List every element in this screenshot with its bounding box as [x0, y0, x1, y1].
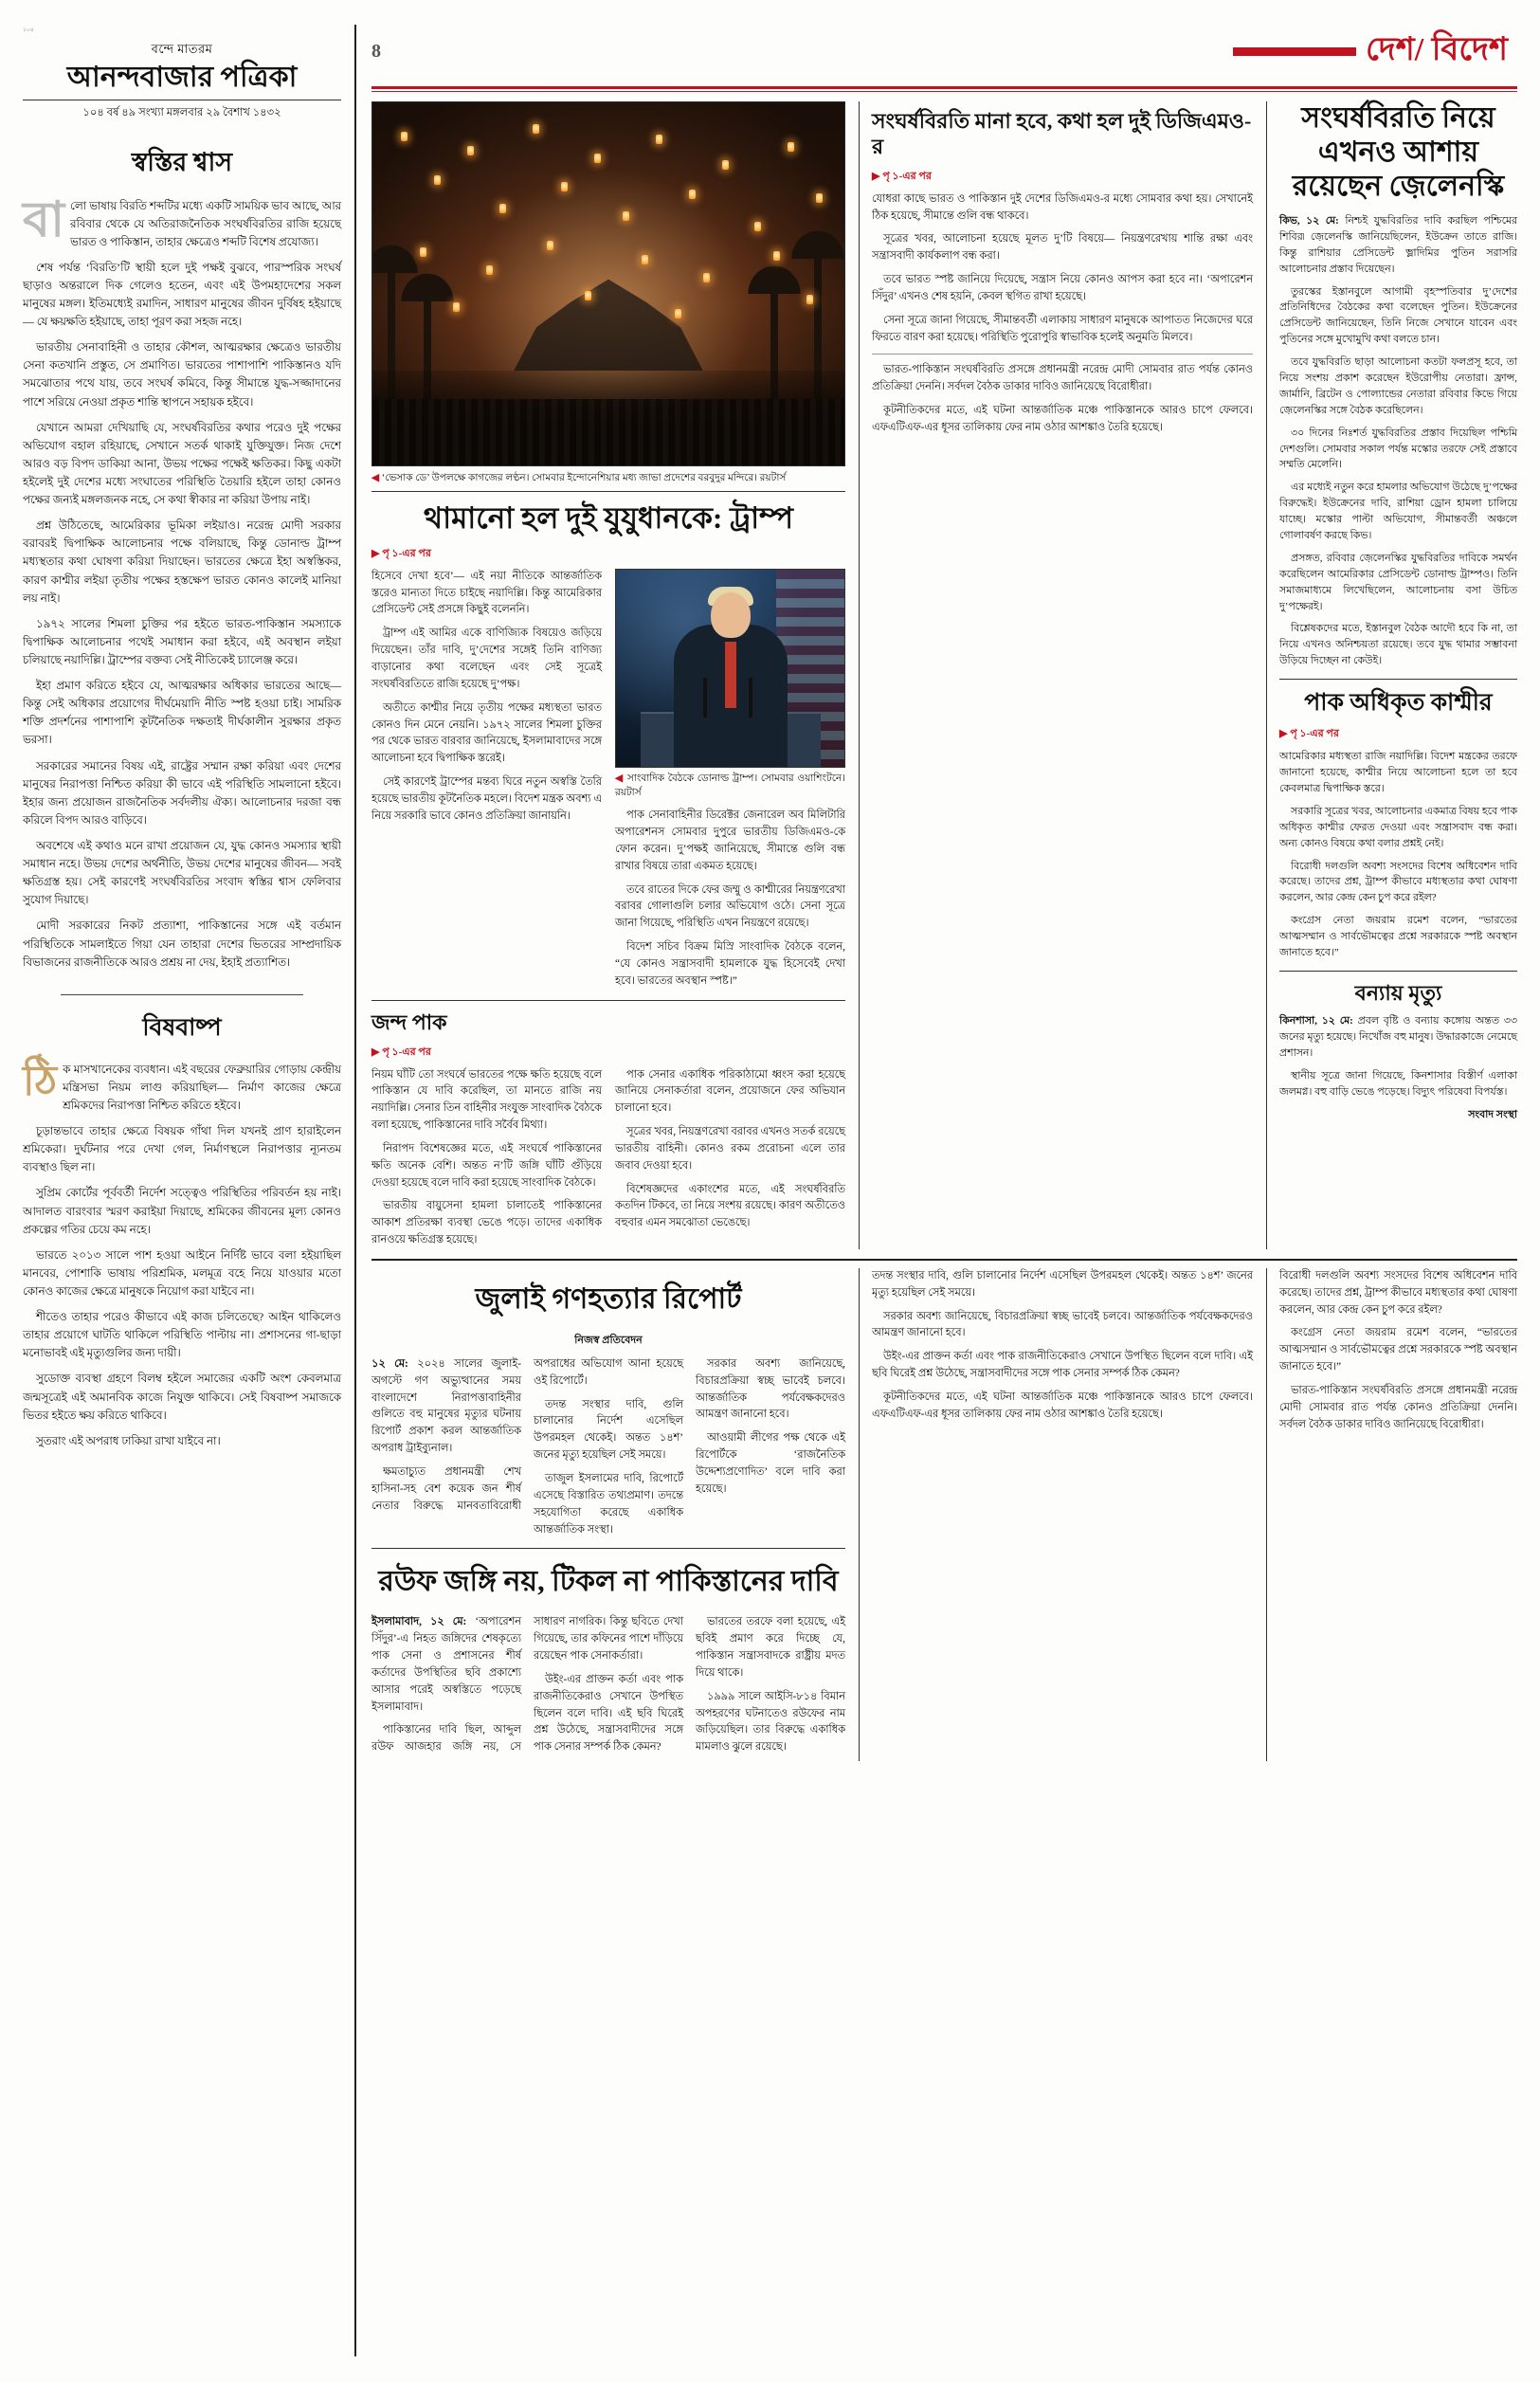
jumpline-jakpak: ▶ পৃ ১-এর পর	[371, 1046, 431, 1058]
divider	[1279, 971, 1517, 972]
story-dgmo-body	[872, 191, 1253, 347]
story-paragraph: হিসেবে দেখা হবে’— এই নয়া নীতিকে আন্তর্জাতিক স্তরেও মান্যতা দিতে চাইছে নয়াদিল্লি। কিন্তু আমেরিকার প্রেসিডেন্ট সেই প্রসঙ্গে কিছুই বলেননি।	[371, 570, 602, 616]
story-dgmo-continued	[872, 362, 1253, 436]
story-paragraph: নিশ্চই যুদ্ধবিরতির দাবি করছিল পশ্চিমের শিবির৷ জ়েলেনস্কি জানিয়েছিলেন, ইউক্রেন তাতে রাজি। কিন্তু রাশিয়ার প্রেসিডেন্ট ভ্লাদিমির পুতিন সরাসরি আলোচনার প্রস্তাব দিয়েছেন।	[1279, 215, 1517, 275]
divider	[371, 1548, 845, 1549]
editorial-paragraph: অবশেষে এই কথাও মনে রাখা প্রয়োজন যে, যুদ্ধ কোনও সমস্যার স্থায়ী সমাধান নহে। উভয় দেশের অর্থনীতি, উভয় দেশের মানুষের জীবন— সবই ক্ষতিগ্রস্ত হয়। সেই কারণেই সংঘর্ষবিরতির সংবাদ স্বস্তির শ্বাস ফেলিবার সুযোগ দিয়াছে।	[23, 839, 341, 907]
lead-photo-caption	[371, 471, 845, 492]
editorial2-dropcap: ঠি	[23, 1057, 58, 1104]
jumpline-pok: ▶ পৃ ১-এর পর	[1279, 728, 1339, 740]
story-paragraph: তদন্ত সংস্থার দাবি, গুলি চালানোর নির্দেশ এসেছিল উপরমহল থেকেই। অন্তত ১৪শ’ জনের মৃত্যু হয়েছিল সেই সময়ে।	[872, 1269, 1253, 1299]
jumpline-dgmo: ▶ পৃ ১-এর পর	[872, 170, 932, 182]
story-paragraph: ২০২৪ সালের জুলাই-অগস্টে গণ অভ্যুত্থানের সময় বাংলাদেশে নিরাপত্তাবাহিনীর গুলিতে বহু মানুষের মৃত্যুর ঘটনায় রিপোর্ট প্রকাশ করল আন্তর্জাতিক অপরাধ ট্রাইব্যুনাল।	[371, 1357, 521, 1455]
story-credit: সংবাদ সংস্থা	[1468, 1108, 1517, 1120]
story-paragraph: কূটনীতিকদের মতে, এই ঘটনা আন্তর্জাতিক মঞ্চে পাকিস্তানকে আরও চাপে ফেলবে। এফএটিএফ-এর ধূসর তালিকায় ফের নাম ওঠার আশঙ্কাও তৈরি হয়েছে।	[872, 1391, 1253, 1420]
masthead-issue-line: ১০৪ বর্ষ ৪৯ সংখ্যা মঙ্গলবার ২৯ বৈশাখ ১৪৩২	[82, 106, 281, 118]
editorial2-body	[23, 1057, 341, 1458]
lead-photo-block	[371, 101, 845, 492]
story-paragraph: সরকার অবশ্য জানিয়েছে, বিচারপ্রক্রিয়া স্বচ্ছ ভাবেই চলবে। আন্তর্জাতিক পর্যবেক্ষকদেরও আমন্ত্রণ জানানো হবে।	[872, 1310, 1253, 1339]
dateline-zelensky: কিভ, ১২ মে:	[1279, 215, 1339, 227]
story-paragraph: পাকিস্তানের দাবি ছিল, আব্দুল রউফ আজহার জঙ্গি নয়, সে সাধারণ নাগরিক। কিন্তু ছবিতে দেখা গিয়েছে, তার কফিনের পাশে দাঁড়িয়ে রয়েছেন পাক সেনাকর্তারা।	[371, 1616, 683, 1754]
story-paragraph: তবে রাতের দিকে ফের জম্মু ও কাশ্মীরের নিয়ন্ত্রণরেখা বরাবর গোলাগুলি চলার অভিযোগ ওঠে। সেনা সূত্রে জানা গিয়েছে, পরিস্থিতি এখন নিয়ন্ত্রণে রয়েছে।	[615, 883, 845, 930]
story-paragraph: অতীতে কাশ্মীর নিয়ে তৃতীয় পক্ষের মধ্যস্থতা ভারত কোনও দিন মেনে নেয়নি। ১৯৭২ সালের শিমলা চুক্তির পর থেকে ভারত বারবার জানিয়েছে, ইসলামাবাদের সঙ্গে আলোচনা হবে দ্বিপাক্ষিক স্তরেই।	[371, 701, 602, 765]
story-paragraph: কংগ্রেস নেতা জয়রাম রমেশ বলেন, “ভারতের আত্মসম্মান ও সার্বভৌমত্বের প্রশ্নে সরকারকে স্পষ্ট অবস্থান জানাতে হবে।”	[1279, 1327, 1517, 1373]
editorial2-paragraph: সুডোক্ত ব্যবস্থা গ্রহণে বিলম্ব হইলে সমাজের একটি অংশ কেবলমাত্র জন্মসূত্রেই এই অমানবিক কাজে নিযুক্ত থাকিবে। সেই বিষবাষ্প সমাজকে ভিতর হইতে ক্ষয় করিতে থাকিবে।	[23, 1372, 341, 1422]
col-mid-main	[859, 101, 1253, 1249]
section-title: দেশ/ বিদেশ	[1365, 32, 1508, 67]
editorial-paragraph: লো ভাষায় বিরতি শব্দটির মধ্যে একটি সাময়িক ভাব আছে, আর রবিবার থেকে যে অতিরাজনৈতিক সংঘর্ষবিরতির রাজি হয়েছে ভারত ও পাকিস্তান, তাহার ক্ষেত্রেও শব্দটি বিশেষ প্রযোজ্য।	[70, 198, 341, 248]
story-paragraph: সেনা সূত্রে জানা গিয়েছে, সীমান্তবর্তী এলাকায় সাধারণ মানুষকে আপাতত নিজেদের ঘরে ফিরতে বারণ করা হয়েছে। পরিস্থিতি পুরোপুরি স্বাভাবিক হলেই অনুমতি মিলবে।	[872, 314, 1253, 343]
masthead	[23, 25, 341, 122]
story-paragraph: আমেরিকার মধ্যস্থতা রাজি নয়াদিল্লি। বিদেশ মন্ত্রকের তরফে জানানো হয়েছে, কাশ্মীর নিয়ে আলোচনা হলে তা হবে কেবলমাত্র দ্বিপাক্ষিক স্তরে।	[1279, 751, 1517, 794]
story-flood-body	[1279, 1013, 1517, 1122]
col-july	[371, 1268, 845, 1761]
header-rule	[371, 86, 1517, 89]
section-accent-bar	[1233, 47, 1356, 56]
bottom-grid	[371, 1268, 1517, 1761]
dateline-rauf: ইসলামাবাদ, ১২ মে:	[371, 1616, 467, 1628]
editorial-paragraph: ভারতীয় সেনাবাহিনী ও তাহার কৌশল, আত্মরক্ষার ক্ষেত্রেও ভারতীয় সেনা কতখানি প্রস্তুত, সে প্রমাণিত। ভারতের পাশাপাশি পাকিস্তানও যদি সমঝোতার পথে যায়, তবে সংঘর্ষ কমিবে, কিন্তু সীমান্তে যুদ্ধ-সজ্জাদানের পাশে সরিয়ে নেওয়া প্রকৃত শান্তি স্থাপনে সহায়ক হইবে।	[23, 340, 341, 409]
story-paragraph: ভারতের তরফে বলা হয়েছে, এই ছবিই প্রমাণ করে দিচ্ছে যে, পাকিস্তান সন্ত্রাসবাদকে রাষ্ট্রীয় মদত দিয়ে থাকে।	[696, 1616, 845, 1679]
story-paragraph: ভারতীয় বায়ুসেনা হামলা চালাতেই পাকিস্তানের আকাশ প্রতিরক্ষা ব্যবস্থা ভেঙে পড়ে। তাদের একাধিক রানওয়ে ক্ষতিগ্রস্ত হয়েছে।	[371, 1200, 602, 1246]
editorial2-paragraph: ক মাসখানেকের ব্যবধান। এই বছরের ফেব্রুয়ারির গোড়ায় কেন্দ্রীয় মন্ত্রিসভা নিয়ম লাগু করিয়াছিল— নির্মাণ কাজের ক্ষেত্রে শ্রমিকদের নিরাপত্তা নিশ্চিত করিতে হইবে।	[63, 1062, 341, 1112]
byline-july	[371, 1332, 845, 1350]
caption-marker: ◀	[371, 473, 380, 483]
story-paragraph: ১৯৯৯ সালে আইসি-৮১৪ বিমান অপহরণের ঘটনাতেও রউফের নাম জড়িয়েছিল। তার বিরুদ্ধে একাধিক মামলাও ঝুলে রয়েছে।	[696, 1690, 845, 1754]
story-paragraph: নিরাপদ বিশেষজ্ঞের মতে, এই সংঘর্ষে পাকিস্তানের ক্ষতি অনেক বেশি। অন্তত ন’টি জঙ্গি ঘাঁটি গুঁড়িয়ে দেওয়া হয়েছে বলে দাবি করা হয়েছে সাংবাদিক বৈঠকে।	[371, 1142, 602, 1189]
story-paragraph: উইং-এর প্রাক্তন কর্তা এবং পাক রাজনীতিকেরাও সেখানে উপস্থিত ছিলেন বলে দাবি। এই ছবি ঘিরেই প্রশ্ন উঠেছে, সন্ত্রাসবাদীদের সঙ্গে পাক সেনার সম্পর্ক ঠিক কেমন?	[872, 1351, 1253, 1380]
story-paragraph: সূত্রের খবর, আলোচনা হয়েছে মূলত দু’টি বিষয়ে— নিয়ন্ত্রণরেখায় শান্তি রক্ষা এবং সন্ত্রাসবাদী কার্যকলাপ বন্ধ করা।	[872, 233, 1253, 263]
story-paragraph: সেই কারণেই ট্রাম্পের মন্তব্য ঘিরে নতুন অস্বস্তি তৈরি হয়েছে ভারতীয় কূটনৈতিক মহলে। বিদেশ মন্ত্রক অবশ্য এ নিয়ে সরকারি ভাবে কোনও প্রতিক্রিয়া জানায়নি।	[371, 776, 602, 822]
story-paragraph: বিরোধী দলগুলি অবশ্য সংসদের বিশেষ অধিবেশন দাবি করেছে। তাদের প্রশ্ন, ট্রাম্প কীভাবে মধ্যস্থতার কথা ঘোষণা করলেন, আর কেন্দ্র কেন চুপ করে রইল?	[1279, 860, 1517, 904]
trump-photo-caption	[615, 772, 845, 800]
story-paragraph: তাজুল ইসলামের দাবি, রিপোর্টে এসেছে বিস্তারিত তথ্যপ্রমাণ। তদন্তে সহযোগিতা করেছে একাধিক আন্তর্জাতিক সংস্থা।	[534, 1473, 683, 1536]
divider	[1279, 679, 1517, 680]
story-pok-overflow	[1279, 1268, 1517, 1434]
story-paragraph: তদন্ত সংস্থার দাবি, গুলি চালানোর নির্দেশ এসেছিল উপরমহল থেকেই। অন্তত ১৪শ’ জনের মৃত্যু হয়েছিল সেই সময়ে।	[534, 1398, 683, 1462]
headline-flood: বন্যায় মৃত্যু	[1354, 980, 1442, 1005]
caption-text: সাংবাদিক বৈঠকে ডোনাল্ড ট্রাম্প। সোমবার ওয়াশিংটনে। রয়টার্স	[615, 773, 845, 799]
story-paragraph: তবে যুদ্ধবিরতি ছাড়া আলোচনা কতটা ফলপ্রসূ হবে, তা নিয়ে সংশয় প্রকাশ করেছেন ইউরোপীয় নেতারা। ফ্রান্স, জার্মানি, ব্রিটেন ও পোল্যান্ডের নেতারা রবিবার কিভে গিয়ে জ়েলেনস্কির সঙ্গে বৈঠক করেছিলেন।	[1279, 356, 1517, 416]
story-paragraph: কংগ্রেস নেতা জয়রাম রমেশ বলেন, “ভারতের আত্মসম্মান ও সার্বভৌমত্বের প্রশ্নে সরকারকে স্পষ্ট অবস্থান জানাতে হবে।”	[1279, 915, 1517, 958]
story-paragraph: প্রবল বৃষ্টি ও বন্যায় কঙ্গোয় অন্তত ৩৩ জনের মৃত্যু হয়েছে। নিখোঁজ বহু মানুষ। উদ্ধারকাজে নেমেছে প্রশাসন।	[1279, 1015, 1517, 1060]
editorial2-paragraph: সুপ্রিম কোর্টের পূর্ববর্তী নির্দেশ সত্ত্বেও পরিস্থিতির পরিবর্তন হয় নাই। আদালত বারংবার স্মরণ করাইয়া দিয়াছে, শ্রমিকের জীবনের মূল্য কোনও প্রকল্পের গতির চেয়ে কম নহে।	[23, 1186, 341, 1236]
story-paragraph: স্থানীয় সূত্রে জানা গিয়েছে, কিনশাসার বিস্তীর্ণ এলাকা জলমগ্ন। বহু বাড়ি ভেঙে পড়েছে। বিদ্যুৎ পরিষেবা বিপর্যস্ত।	[1279, 1069, 1517, 1098]
bottom-divider	[371, 1259, 1517, 1261]
story-paragraph: বিরোধী দলগুলি অবশ্য সংসদের বিশেষ অধিবেশন দাবি করেছে। তাদের প্রশ্ন, ট্রাম্প কীভাবে মধ্যস্থতার কথা ঘোষণা করলেন, আর কেন্দ্র কেন চুপ করে রইল?	[1279, 1269, 1517, 1316]
story-paragraph: তুরস্কের ইস্তানবুলে আগামী বৃহস্পতিবার দু’দেশের প্রতিনিধিদের বৈঠকের কথা বলেছেন পুতিন। ইউক্রেনের প্রেসিডেন্ট জানিয়েছেন, তিনি নিজে সেখানে যাবেন এবং পুতিনের সঙ্গে মুখোমুখি কথা বলতে চান।	[1279, 285, 1517, 346]
story-paragraph: পাক সেনাবাহিনীর ডিরেক্টর জেনারেল অব মিলিটারি অপারেশনস সোমবার দুপুরে ভারতীয় ডিজিএমও-কে ফোন করেন। দু’পক্ষই জানিয়েছে, সীমান্তে গুলি বন্ধ রাখার বিষয়ে তারা একমত হয়েছে।	[615, 809, 845, 872]
story-paragraph: বিশ্লেষকদের মতে, ইস্তানবুল বৈঠক আদৌ হবে কি না, তা নিয়ে এখনও অনিশ্চয়তা রয়েছে। তবে যুদ্ধ থামার সম্ভাবনা উড়িয়ে দিচ্ছেন না কেউই।	[1279, 623, 1517, 667]
story-trump-body	[371, 569, 845, 991]
story-pok-body	[1279, 749, 1517, 961]
divider	[371, 1000, 845, 1001]
masthead-logo: আনন্দবাজার পত্রিকা	[66, 62, 298, 93]
story-paragraph: তবে ভারত স্পষ্ট জানিয়ে দিয়েছে, সন্ত্রাস নিয়ে কোনও আপস করা হবে না। ‘অপারেশন সিঁদুর’ এখনও শেষ হয়নি, কেবল স্থগিত রাখা হয়েছে।	[872, 274, 1253, 302]
headline-pok: পাক অধিকৃত কাশ্মীর	[1304, 690, 1493, 717]
editorial2-title: বিষবাষ্প	[142, 1014, 222, 1041]
page-number: 8	[371, 41, 381, 62]
story-paragraph: সরকারি সূত্রের খবর, আলোচনার একমাত্র বিষয় হবে পাক অধিকৃত কাশ্মীর ফেরত দেওয়া এবং সন্ত্রাসবাদ বন্ধ করা। অন্য কোনও বিষয়ে কথা বলার প্রশ্নই নেই।	[1279, 805, 1517, 849]
editorial-paragraph: প্রশ্ন উঠিতেছে, আমেরিকার ভূমিকা লইয়াও। নরেন্দ্র মোদী সরকার বরাবরই দ্বিপাক্ষিক আলোচনার পক্ষে বলিয়াছে, কিন্তু ডোনাল্ড ট্রাম্প মধ্যস্থতার কথা ঘোষণা করিয়া দিয়াছেন। ভারতের ক্ষেত্রে ইহা অস্বস্তিকর, কারণ কাশ্মীর লইয়া তৃতীয় পক্ষের হস্তক্ষেপ ভারত কোনও কালেই মানিয়া লয় নাই।	[23, 518, 341, 605]
dateline-flood: কিনশাসা, ১২ মে:	[1279, 1015, 1353, 1027]
main-content	[356, 25, 1517, 2356]
headline-rauf: রউফ জঙ্গি নয়, টিকল না পাকিস্তানের দাবি	[378, 1566, 839, 1598]
story-paragraph: পাক সেনার একাধিক পরিকাঠামো ধ্বংস করা হয়েছে জানিয়ে সেনাকর্তারা বলেন, প্রয়োজনে ফের অভিযান চালানো হবে।	[615, 1068, 845, 1115]
story-paragraph: সরকার অবশ্য জানিয়েছে, বিচারপ্রক্রিয়া স্বচ্ছ ভাবেই চলবে। আন্তর্জাতিক পর্যবেক্ষকদেরও আমন্ত্রণ জানানো হবে।	[696, 1357, 845, 1421]
header-rule-thin	[371, 91, 1517, 92]
story-paragraph: বিশেষজ্ঞদের একাংশের মতে, এই সংঘর্ষবিরতি কতদিন টিকবে, তা নিয়ে সংশয় রয়েছে। কারণ অতীতেও বহুবার এমন সমঝোতা ভেঙেছে।	[615, 1183, 845, 1229]
story-paragraph: কূটনীতিকদের মতে, এই ঘটনা আন্তর্জাতিক মঞ্চে পাকিস্তানকে আরও চাপে ফেলবে। এফএটিএফ-এর ধূসর তালিকায় ফের নাম ওঠার আশঙ্কাও তৈরি হয়েছে।	[872, 405, 1253, 433]
col-left-main	[371, 101, 845, 1249]
headline-trump: থামানো হল দুই যুযুধানকে: ট্রাম্প	[424, 501, 793, 536]
editorial-paragraph: মোদী সরকারের নিকট প্রত্যাশা, পাকিস্তানের সঙ্গে এই বর্তমান পরিস্থিতিকে সামলাইতে গিয়া যেন তাহারা দেশের ভিতরের সাম্প্রদায়িক বিভাজনের রাজনীতিকে আরও প্রশ্রয় না দেয়, ইহাই প্রত্যাশিত।	[23, 918, 341, 969]
story-paragraph: ভারত-পাকিস্তান সংঘর্ষবিরতি প্রসঙ্গে প্রধানমন্ত্রী নরেন্দ্র মোদী সোমবার রাত পর্যন্ত কোনও প্রতিক্রিয়া দেননি। সর্বদল বৈঠক ডাকার দাবিও জানিয়েছে বিরোধীরা।	[1279, 1385, 1517, 1430]
jumpline-trump: ▶ পৃ ১-এর পর	[371, 547, 431, 559]
page-header	[371, 25, 1517, 79]
editorial2-paragraph: শীতেও তাহার পরেও কীভাবে এই কাজ চলিতেছে? আইন থাকিলেও তাহার প্রয়োগে ঘাটতি থাকিলে পরিস্থিতি পাল্টায় না। প্রশাসনের গা-ছাড়া মনোভাবই এই মৃত্যুগুলির জন্য দায়ী।	[23, 1310, 341, 1360]
story-paragraph: সূত্রের খবর, নিয়ন্ত্রণরেখা বরাবর এখনও সতর্ক রয়েছে ভারতীয় বাহিনী। কোনও রকম প্ররোচনা এলে তার জবাব দেওয়া হবে।	[615, 1126, 845, 1172]
story-paragraph: আওয়ামী লীগের পক্ষ থেকে এই রিপোর্টকে ‘রাজনৈতিক উদ্দেশ্যপ্রণোদিত’ বলে দাবি করা হয়েছে।	[696, 1432, 845, 1495]
editorial-paragraph: যেখানে আমরা দেখিয়াছি যে, সংঘর্ষবিরতির কথার পরেও দুই পক্ষের অভিযোগ বহাল রহিয়াছে, সেখানে সতর্ক থাকাই যুক্তিযুক্ত। নিজ দেশে আরও বড় বিপদ ডাকিয়া আনা, উভয় পক্ষের পক্ষেই ক্ষতিকর। কিছু একটা হইলেই দুই দেশের মধ্যে সংঘাতের পরিস্থিতি তৈয়ারি হইলে তাহা কোনও পক্ষের জন্যই মঙ্গলজনক নহে, সে কথা স্বীকার না করিয়া উপায় নাই।	[23, 420, 341, 507]
right-rail	[1266, 101, 1517, 1249]
editorial-paragraph: সরকারের সমানের বিষয় এই, রাষ্ট্রের সম্মান রক্ষা করিয়া এবং দেশের মানুষের নিরাপত্তা নিশ্চিত করিয়া কী ভাবে এই পরিস্থিতি সামলানো হইবে। ইহার জন্য প্রয়োজন রাজনৈতিক সর্বদলীয় ঐক্য। আলোচনার দরজা বন্ধ করিলে বিপদ আরও বাড়িবে।	[23, 758, 341, 827]
editorial-separator	[61, 994, 303, 995]
story-paragraph: ট্রাম্প এই আমির একে বাণিজ্যিক বিষয়েও জড়িয়ে দিয়েছেন। তাঁর দাবি, দু’দেশের সঙ্গেই তিনি বাণিজ্য বাড়ানোর কথা বলেছেন এবং সেই সূত্রেই সংঘর্ষবিরতিতে রাজি হয়েছে দু’পক্ষ।	[371, 627, 602, 690]
dateline-july: ১২ মে:	[371, 1357, 408, 1370]
headline-jakpak: জন্দ পাক	[371, 1009, 447, 1034]
masthead-code: ১০৪	[23, 27, 34, 33]
story-rauf-body	[371, 1614, 845, 1760]
story-paragraph: প্রসঙ্গত, রবিবার জ়েলেনস্কির যুদ্ধবিরতির দাবিকে সমর্থন করেছিলেন আমেরিকার প্রেসিডেন্ট ডোনাল্ড ট্রাম্পও। তিনি সমাজমাধ্যমে লিখেছিলেন, আলোচনায় বসা উচিত দু’পক্ষেরই।	[1279, 552, 1517, 612]
story-jakpak-body	[371, 1067, 845, 1249]
editorial-paragraph: ১৯৭২ সালের শিমলা চুক্তির পর হইতে ভারত-পাকিস্তান সমস্যাকে দ্বিপাক্ষিক আলোচনার পথেই সমাধান করা হইবে, এই অবস্থান লইয়া চলিয়াছে নয়াদিল্লি। ট্রাম্পের বক্তব্য সেই নীতিকেই চ্যালেঞ্জ করে।	[23, 616, 341, 667]
trump-photo	[615, 569, 845, 768]
col-rail-bottom	[1266, 1268, 1517, 1761]
editorial-title: স্বস্তির শ্বাস	[131, 147, 233, 176]
byline-label: নিজস্ব প্রতিবেদন	[574, 1334, 643, 1346]
headline-july: জুলাই গণহত্যার রিপোর্ট	[475, 1282, 742, 1315]
editorial2-paragraph: ভারতে ২০১৩ সালে পাশ হওয়া আইনে নির্দিষ্ট ভাবে বলা হইয়াছিল মানবের, পোশাকি ভাষায় পরিশ্রমিক, মলমূত্র বহে নিয়ে যাওয়ার মতো কোনও কাজের ক্ষেত্রে মানুষকে নিয়োগ করা যাইবে না।	[23, 1247, 341, 1298]
caption-text: ‘ভেসাক ডে’ উপলক্ষে কাগজের লণ্ঠন। সোমবার ইন্দোনেশিয়ার মধ্য জাভা প্রদেশের বরবুদুর মন্দিরে। রয়টার্স	[381, 473, 787, 483]
editorial-dropcap: বা	[23, 192, 65, 247]
lead-photo	[371, 101, 845, 466]
story-zelensky-body	[1279, 213, 1517, 669]
divider	[872, 354, 1253, 355]
story-paragraph: ৩০ দিনের নিঃশর্ত যুদ্ধবিরতির প্রস্তাব দিয়েছিল পশ্চিমি দেশগুলি। সোমবার সকাল পর্যন্ত মস্কোর তরফে সেই প্রস্তাবে সম্মতি মেলেনি।	[1279, 427, 1517, 471]
story-july-overflow	[872, 1268, 1253, 1424]
editorial-paragraph: শেষ পর্যন্ত ‘বিরতি’টি স্থায়ী হলে দুই পক্ষই বুঝবে, পারস্পরিক সংঘর্ষ ছাড়াও অন্তরালে দিক গেলেও হতেন, এবং এই উপমহাদেশের সকল মানুষের মঙ্গল। ইতিমধ্যেই রমাদিন, সাধারণ মানুষের জীবন দুর্বিষহ হইয়াছে— যে ক্ষয়ক্ষতি হইয়াছে, তাহা পূরণ করা সহজ নহে।	[23, 260, 341, 329]
story-paragraph: বিদেশ সচিব বিক্রম মিস্রি সাংবাদিক বৈঠকে বলেন, “যে কোনও সন্ত্রাসবাদী হামলাকে যুদ্ধ হিসেবেই দেখা হবে। ভারতের অবস্থান স্পষ্ট।”	[615, 941, 845, 987]
editorial2-paragraph: সুতরাং এই অপরাধ ঢাকিয়া রাখা যাইবে না।	[36, 1433, 221, 1447]
headline-dgmo: সংঘর্ষবিরতি মানা হবে, কথা হল দুই ডিজিএমও-র	[872, 109, 1252, 158]
col-july-overflow	[859, 1268, 1253, 1761]
caption-marker: ◀	[615, 773, 625, 784]
editorial2-paragraph: চূড়ান্তভাবে তাহার ক্ষেত্রে বিষয়ক গাঁথা দিল যখনই প্রাণ হারাইলেন শ্রমিকেরা। দুর্ঘটনার পরে দেখা গেল, নির্মাণস্থলে নিরাপত্তার ন্যূনতম ব্যবস্থাও ছিল না।	[23, 1124, 341, 1174]
headline-zelensky: সংঘর্ষবিরতি নিয়ে এখনও আশায় রয়েছেন জ়েলেনস্কি	[1292, 102, 1505, 202]
story-paragraph: যোধরা কাছে ভারত ও পাকিস্তান দুই দেশের ডিজিএমও-র মধ্যে সোমবার কথা হয়। সেখানেই ঠিক হয়েছে, সীমান্তে গুলি বন্ধ থাকবে।	[872, 192, 1253, 222]
editorial-paragraph: ইহা প্রমাণ করিতে হইবে যে, আত্মরক্ষার অধিকার ভারতের আছে— কিন্তু সেই অধিকার প্রয়োগের দীর্ঘমেয়াদি নীতি স্পষ্ট হওয়া চাই। সামরিক শক্তি প্রদর্শনের পাশাপাশি কূটনৈতিক দক্ষতাই দীর্ঘকালীন সুরক্ষার প্রকৃত ভরসা।	[23, 679, 341, 747]
masthead-kicker: বন্দে মাতরম	[151, 42, 213, 56]
editorial-body	[23, 192, 341, 979]
story-paragraph: ‘অপারেশন সিঁদুর’-এ নিহত জঙ্গিদের শেষকৃত্যে পাক সেনা ও প্রশাসনের শীর্ষ কর্তাদের উপস্থিতির ছবি প্রকাশ্যে আসার পরেই অস্বস্তিতে পড়েছে ইসলামাবাদ।	[371, 1616, 521, 1713]
story-paragraph: এর মধ্যেই নতুন করে হামলার অভিযোগ উঠেছে দু’পক্ষের বিরুদ্ধেই। ইউক্রেনের দাবি, রাশিয়া ড্রোন হামলা চালিয়ে যাচ্ছে। মস্কোর পাল্টা অভিযোগ, সীমান্তবর্তী অঞ্চলে গোলাবর্ষণ করছে কিভ।	[1279, 482, 1517, 542]
editorial-column	[23, 25, 356, 2356]
story-paragraph: নিয়ম ঘাঁটি তো সংঘর্ষে ভারতের পক্ষে ক্ষতি হয়েছে বলে পাকিস্তান যে দাবি করেছিল, তা মানতে রাজি নয় নয়াদিল্লি। সেনার তিন বাহিনীর সংযুক্ত সাংবাদিক বৈঠকে বলা হয়েছে, পাকিস্তানের দাবি সর্বৈব মিথ্যা।	[371, 1068, 602, 1132]
story-paragraph: ক্ষমতাচ্যুত প্রধানমন্ত্রী শেখ হাসিনা-সহ বেশ কয়েক জন শীর্ষ নেতার বিরুদ্ধে মানবতাবিরোধী অপরাধের অভিযোগ আনা হয়েছে ওই রিপোর্টে।	[371, 1357, 683, 1512]
story-july-body	[371, 1356, 845, 1538]
story-paragraph: উইং-এর প্রাক্তন কর্তা এবং পাক রাজনীতিকেরাও সেখানে উপস্থিত ছিলেন বলে দাবি। এই ছবি ঘিরেই প্রশ্ন উঠেছে, সন্ত্রাসবাদীদের সঙ্গে পাক সেনার সম্পর্ক ঠিক কেমন?	[534, 1673, 683, 1754]
story-paragraph: ভারত-পাকিস্তান সংঘর্ষবিরতি প্রসঙ্গে প্রধানমন্ত্রী নরেন্দ্র মোদী সোমবার রাত পর্যন্ত কোনও প্রতিক্রিয়া দেননি। সর্বদল বৈঠক ডাকার দাবিও জানিয়েছে বিরোধীরা।	[872, 364, 1253, 393]
main-grid	[371, 101, 1517, 1249]
